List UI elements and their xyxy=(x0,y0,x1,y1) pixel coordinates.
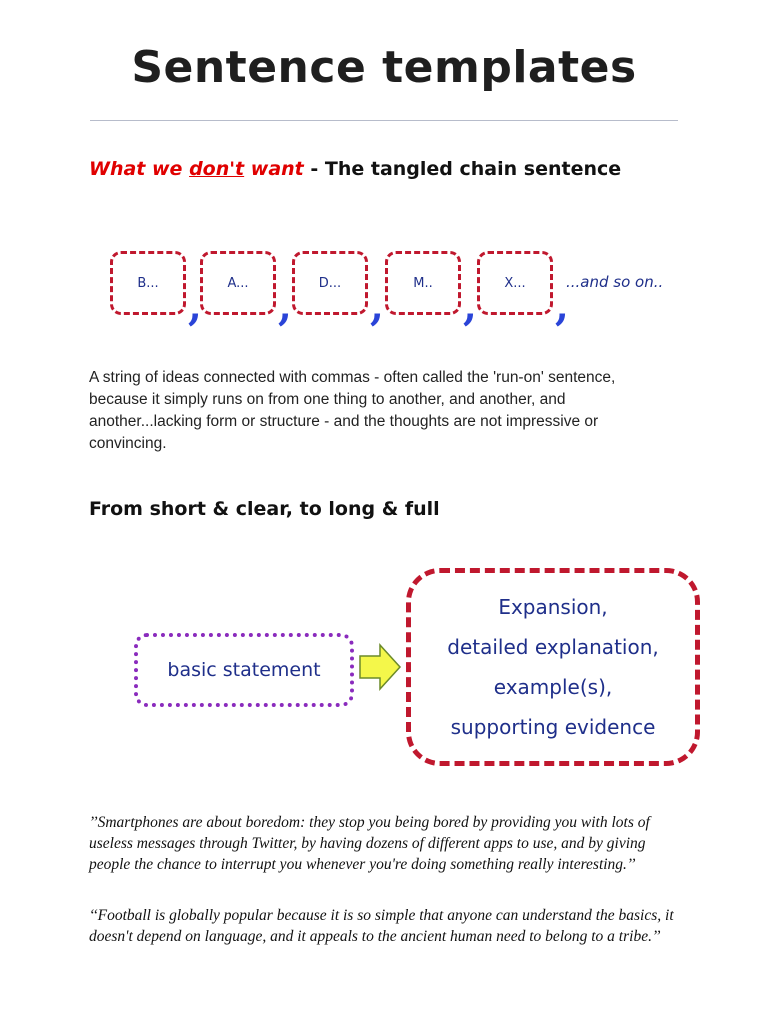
chain-comma: , xyxy=(370,283,384,330)
run-on-description: A string of ideas connected with commas - often called the 'run-on' sentence, because it simply runs on from one thing to another, and another, and another...lacking form or structure - and the thoughts are not impressive or convincing. xyxy=(89,369,616,452)
dont-want-suffix: want xyxy=(244,158,304,180)
chain-comma: , xyxy=(463,283,477,330)
dont-want-label xyxy=(89,158,304,180)
expansion-line: Expansion, xyxy=(498,595,608,619)
chain-comma: , xyxy=(555,283,569,330)
chain-box-b: B... xyxy=(110,251,186,315)
quote-smartphones: ’’Smartphones are about boredom: they stop you being bored by providing you with lots of useless messages through Twitter, by having dozens of different apps to use, and by giving people the chance to interrupt you whenever you're doing something really interesting.’’ xyxy=(89,814,650,873)
section-heading-chain xyxy=(89,150,649,189)
right-arrow-icon xyxy=(358,642,402,696)
expansion-line: detailed explanation, xyxy=(447,635,659,659)
expansion-box xyxy=(406,568,700,766)
dont-emphasis: don't xyxy=(189,158,245,180)
chain-heading-rest: - The tangled chain sentence xyxy=(303,158,622,180)
chain-box-x: X... xyxy=(477,251,553,315)
chain-box-m: M.. xyxy=(385,251,461,315)
page-title: Sentence templates xyxy=(131,42,637,93)
expansion-line: supporting evidence xyxy=(450,715,656,739)
chain-comma: , xyxy=(188,283,202,330)
expansion-line: example(s), xyxy=(493,675,613,699)
quote-football: ‘‘Football is globally popular because it is so simple that anyone can understand the basics, it doesn't depend on language, and it appeals to the ancient human need to belong to a tribe.’’ xyxy=(89,907,674,945)
chain-tail-text: ...and so on.. xyxy=(566,273,664,291)
title-divider xyxy=(90,120,678,121)
chain-box-d: D... xyxy=(292,251,368,315)
chain-diagram xyxy=(100,245,700,335)
chain-box-a: A... xyxy=(200,251,276,315)
basic-statement-box: basic statement xyxy=(134,633,354,707)
section-heading-full: From short & clear, to long & full xyxy=(89,498,440,520)
chain-comma: , xyxy=(278,283,292,330)
dont-want-prefix: What we xyxy=(89,158,190,180)
